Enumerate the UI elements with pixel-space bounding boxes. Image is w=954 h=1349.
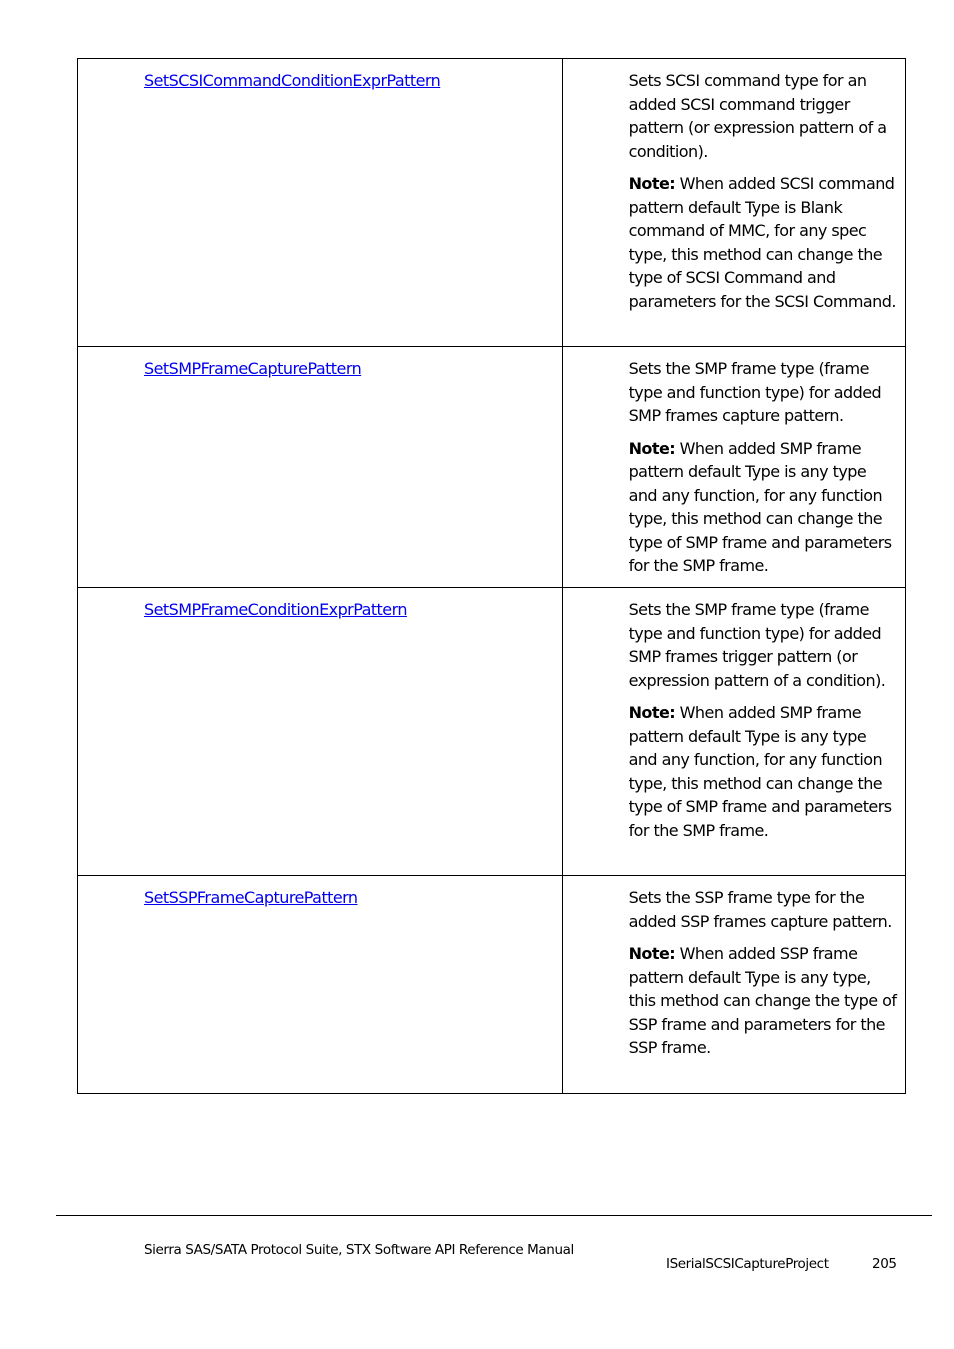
note-text: When added SMP frame pattern default Type is any type and any function, for any function type, this method can change the type of SMP frame and parameters for the SMP frame. <box>628 438 892 575</box>
note-text: When added SCSI command pattern default Type is Blank command of MMC, for any spec type, this method can change the type of SCSI Command and parameters for the SCSI Command. <box>628 174 896 311</box>
method-cell <box>78 876 563 1094</box>
description-text: Sets the SMP frame type (frame type and function type) for added SMP frames trigger pattern (or expression pattern of a condition). <box>628 600 886 690</box>
method-link[interactable]: SetSCSICommandConditionExprPattern <box>144 71 441 90</box>
table-row <box>78 59 906 347</box>
method-link[interactable]: SetSSPFrameCapturePattern <box>144 888 358 907</box>
description-cell <box>562 347 905 588</box>
description-text: Sets the SSP frame type for the added SSP frames capture pattern. <box>628 888 892 931</box>
description-cell <box>562 588 905 876</box>
note-label: Note: <box>628 944 676 963</box>
table-row <box>78 876 906 1094</box>
methods-table <box>77 58 906 1094</box>
method-cell <box>78 59 563 347</box>
note-label: Note: <box>628 438 676 458</box>
note-label: Note: <box>628 174 676 193</box>
note-text: When added SSP frame pattern default Type is any type, this method can change the type of SSP frame and parameters for the SSP frame. <box>628 944 897 1057</box>
note-label: Note: <box>628 703 676 722</box>
description-cell <box>562 876 905 1094</box>
note-paragraph <box>629 172 899 313</box>
description-text: Sets the SMP frame type (frame type and function type) for added SMP frames capture pattern. <box>628 359 882 425</box>
note-paragraph <box>629 942 899 1060</box>
method-link[interactable]: SetSMPFrameCapturePattern <box>144 359 362 378</box>
method-cell <box>78 588 563 876</box>
description-text: Sets SCSI command type for an added SCSI command trigger pattern (or expression pattern of a condition). <box>628 71 887 161</box>
table-row <box>78 588 906 876</box>
table-row <box>78 347 906 588</box>
note-text: When added SMP frame pattern default Type is any type and any function, for any function type, this method can change the type of SMP frame and parameters for the SMP frame. <box>628 703 892 840</box>
footer-title: Sierra SAS/SATA Protocol Suite, STX Software API Reference Manual <box>144 1242 574 1258</box>
footer-divider <box>56 1215 932 1216</box>
note-paragraph <box>629 701 899 842</box>
footer-section-name: ISerialSCSICaptureProject <box>666 1256 829 1272</box>
description-cell <box>562 59 905 347</box>
method-cell <box>78 347 563 588</box>
note-paragraph <box>629 437 899 578</box>
method-link[interactable]: SetSMPFrameConditionExprPattern <box>144 600 407 619</box>
page-number: 205 <box>872 1256 897 1272</box>
